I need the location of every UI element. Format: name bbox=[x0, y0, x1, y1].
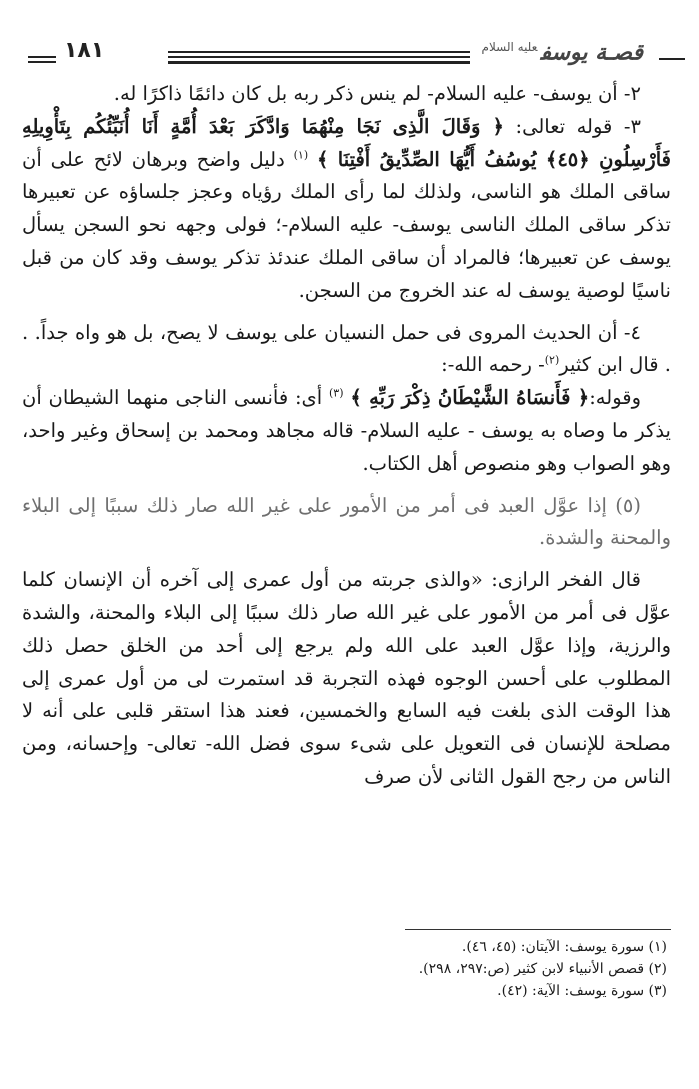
quran-verse-2: ﴿ فَأَنسَاهُ الشَّيْطَانُ ذِكْرَ رَبِّهِ ﴾ bbox=[350, 386, 590, 410]
paragraph-razi-quote: قال الفخر الرازى: «والذى جربته من أول عمرى إلى آخره أن الإنسان كلما عوَّل فى أمر من الأمور على غير الله صار ذلك سببًا إلى البلاء والمحنة، والشدة والرزية، وإذا عوَّل العبد على الله ولم يرجع إلى أحد من الخلق حصل ذلك المطلوب على أحسن الوجوه فهذه التجربة قد استمرت لى من أول عمرى إلى هذا الوقت الذى بلغت فيه السابع والخمسين، فعند هذا استقر قلبى على أنه لا مصلحة للإنسان فى التعويل على شىء سوى فضل الله- تعالى- وإحسانه، ومن الناس من رجح القول الثانى لأن صرف bbox=[22, 568, 671, 788]
footnote-ref-2: (٢) bbox=[544, 353, 560, 367]
header-rule-middle-2 bbox=[168, 56, 470, 58]
paragraph-quote: وقوله:﴿ فَأَنسَاهُ الشَّيْطَانُ ذِكْرَ رَبِّهِ ﴾ $^{(٣)}$ أى: فأنسى الناجى منهما الشيطان أن يذكر ما وصاه به يوسف - عليه السلام- قاله مجاهد ومحمد بن إسحاق وغير واحد، وهو الصواب وهو منصوص أهل الكتاب. bbox=[22, 386, 671, 475]
page-number: ١٨١ bbox=[64, 38, 105, 63]
section-heading-5: (٥) إذا عوَّل العبد فى أمر من الأمور على غير الله صار ذلك سببًا إلى البلاء والمحنة والشدة. bbox=[22, 493, 671, 550]
footnote-1: (١) سورة يوسف: الآيتان: (٤٥، ٤٦). bbox=[461, 939, 667, 955]
body-text bbox=[22, 78, 671, 794]
running-title-text: قصـة يوسف bbox=[540, 40, 643, 66]
running-title bbox=[482, 40, 643, 65]
header-rule-middle-3 bbox=[168, 61, 470, 64]
honorific-mark: عليه السلام bbox=[481, 40, 538, 54]
footnote-3: (٣) سورة يوسف: الآية: (٤٢). bbox=[497, 983, 667, 999]
header-rule-left bbox=[28, 56, 56, 58]
paragraph-point-2: ٢- أن يوسف- عليه السلام- لم ينس ذكر ربه بل كان دائمًا ذاكرًا له. bbox=[113, 82, 641, 105]
header-rule-left-2 bbox=[28, 61, 56, 63]
paragraph-point-3: ٣- قوله تعالى: ﴿ وَقَالَ الَّذِى نَجَا مِنْهُمَا وَادَّكَرَ بَعْدَ أُمَّةٍ أَنَا أُنَبِّئُكُم بِتَأْوِيلِهِ فَأَرْسِلُونِ ﴿٤٥﴾ يُوسُفُ أَيُّهَا الصِّدِّيقُ أَفْتِنَا ﴾ $^{(١)}$ دليل واضح وبرهان لائح على أن ساقى الملك هو الناسى، ولذلك لما رأى الملك رؤياه وعجز جلساؤه عن تعبيرها تذكر ساقى الملك الناسى يوسف- عليه السلام-؛ فولى وجهه نحو السجن يسأل يوسف عن تعبيرها؛ فالمراد أن ساقى الملك عندئذ تذكر يوسف وقد كان من قبل ناسيًا لوصية يوسف له عند الخروج من السجن. bbox=[22, 114, 671, 302]
footnotes bbox=[22, 936, 667, 1002]
header-rule-middle bbox=[168, 51, 470, 53]
footnote-separator bbox=[405, 929, 671, 930]
quran-verse-1: ﴿ وَقَالَ الَّذِى نَجَا مِنْهُمَا وَادَّكَرَ بَعْدَ أُمَّةٍ أَنَا أُنَبِّئُكُم بِتَأْوِيلِهِ فَأَرْسِلُونِ ﴿٤٥﴾ يُوسُفُ أَيُّهَا الصِّدِّيقُ أَفْتِنَا ﴾ bbox=[22, 114, 671, 171]
footnote-2: (٢) قصص الأنبياء لابن كثير (ص:٢٩٧، ٢٩٨). bbox=[418, 961, 667, 977]
header-rule-right bbox=[659, 58, 685, 60]
paragraph-point-4: ٤- أن الحديث المروى فى حمل النسيان على يوسف لا يصح، بل هو واه جداً. . . قال ابن كثير$^{(٢)}$- رحمه الله-: bbox=[22, 320, 671, 377]
footnote-ref-1: (١) bbox=[293, 148, 309, 162]
footnote-ref-3: (٣) bbox=[329, 386, 344, 400]
page-header bbox=[28, 34, 685, 74]
